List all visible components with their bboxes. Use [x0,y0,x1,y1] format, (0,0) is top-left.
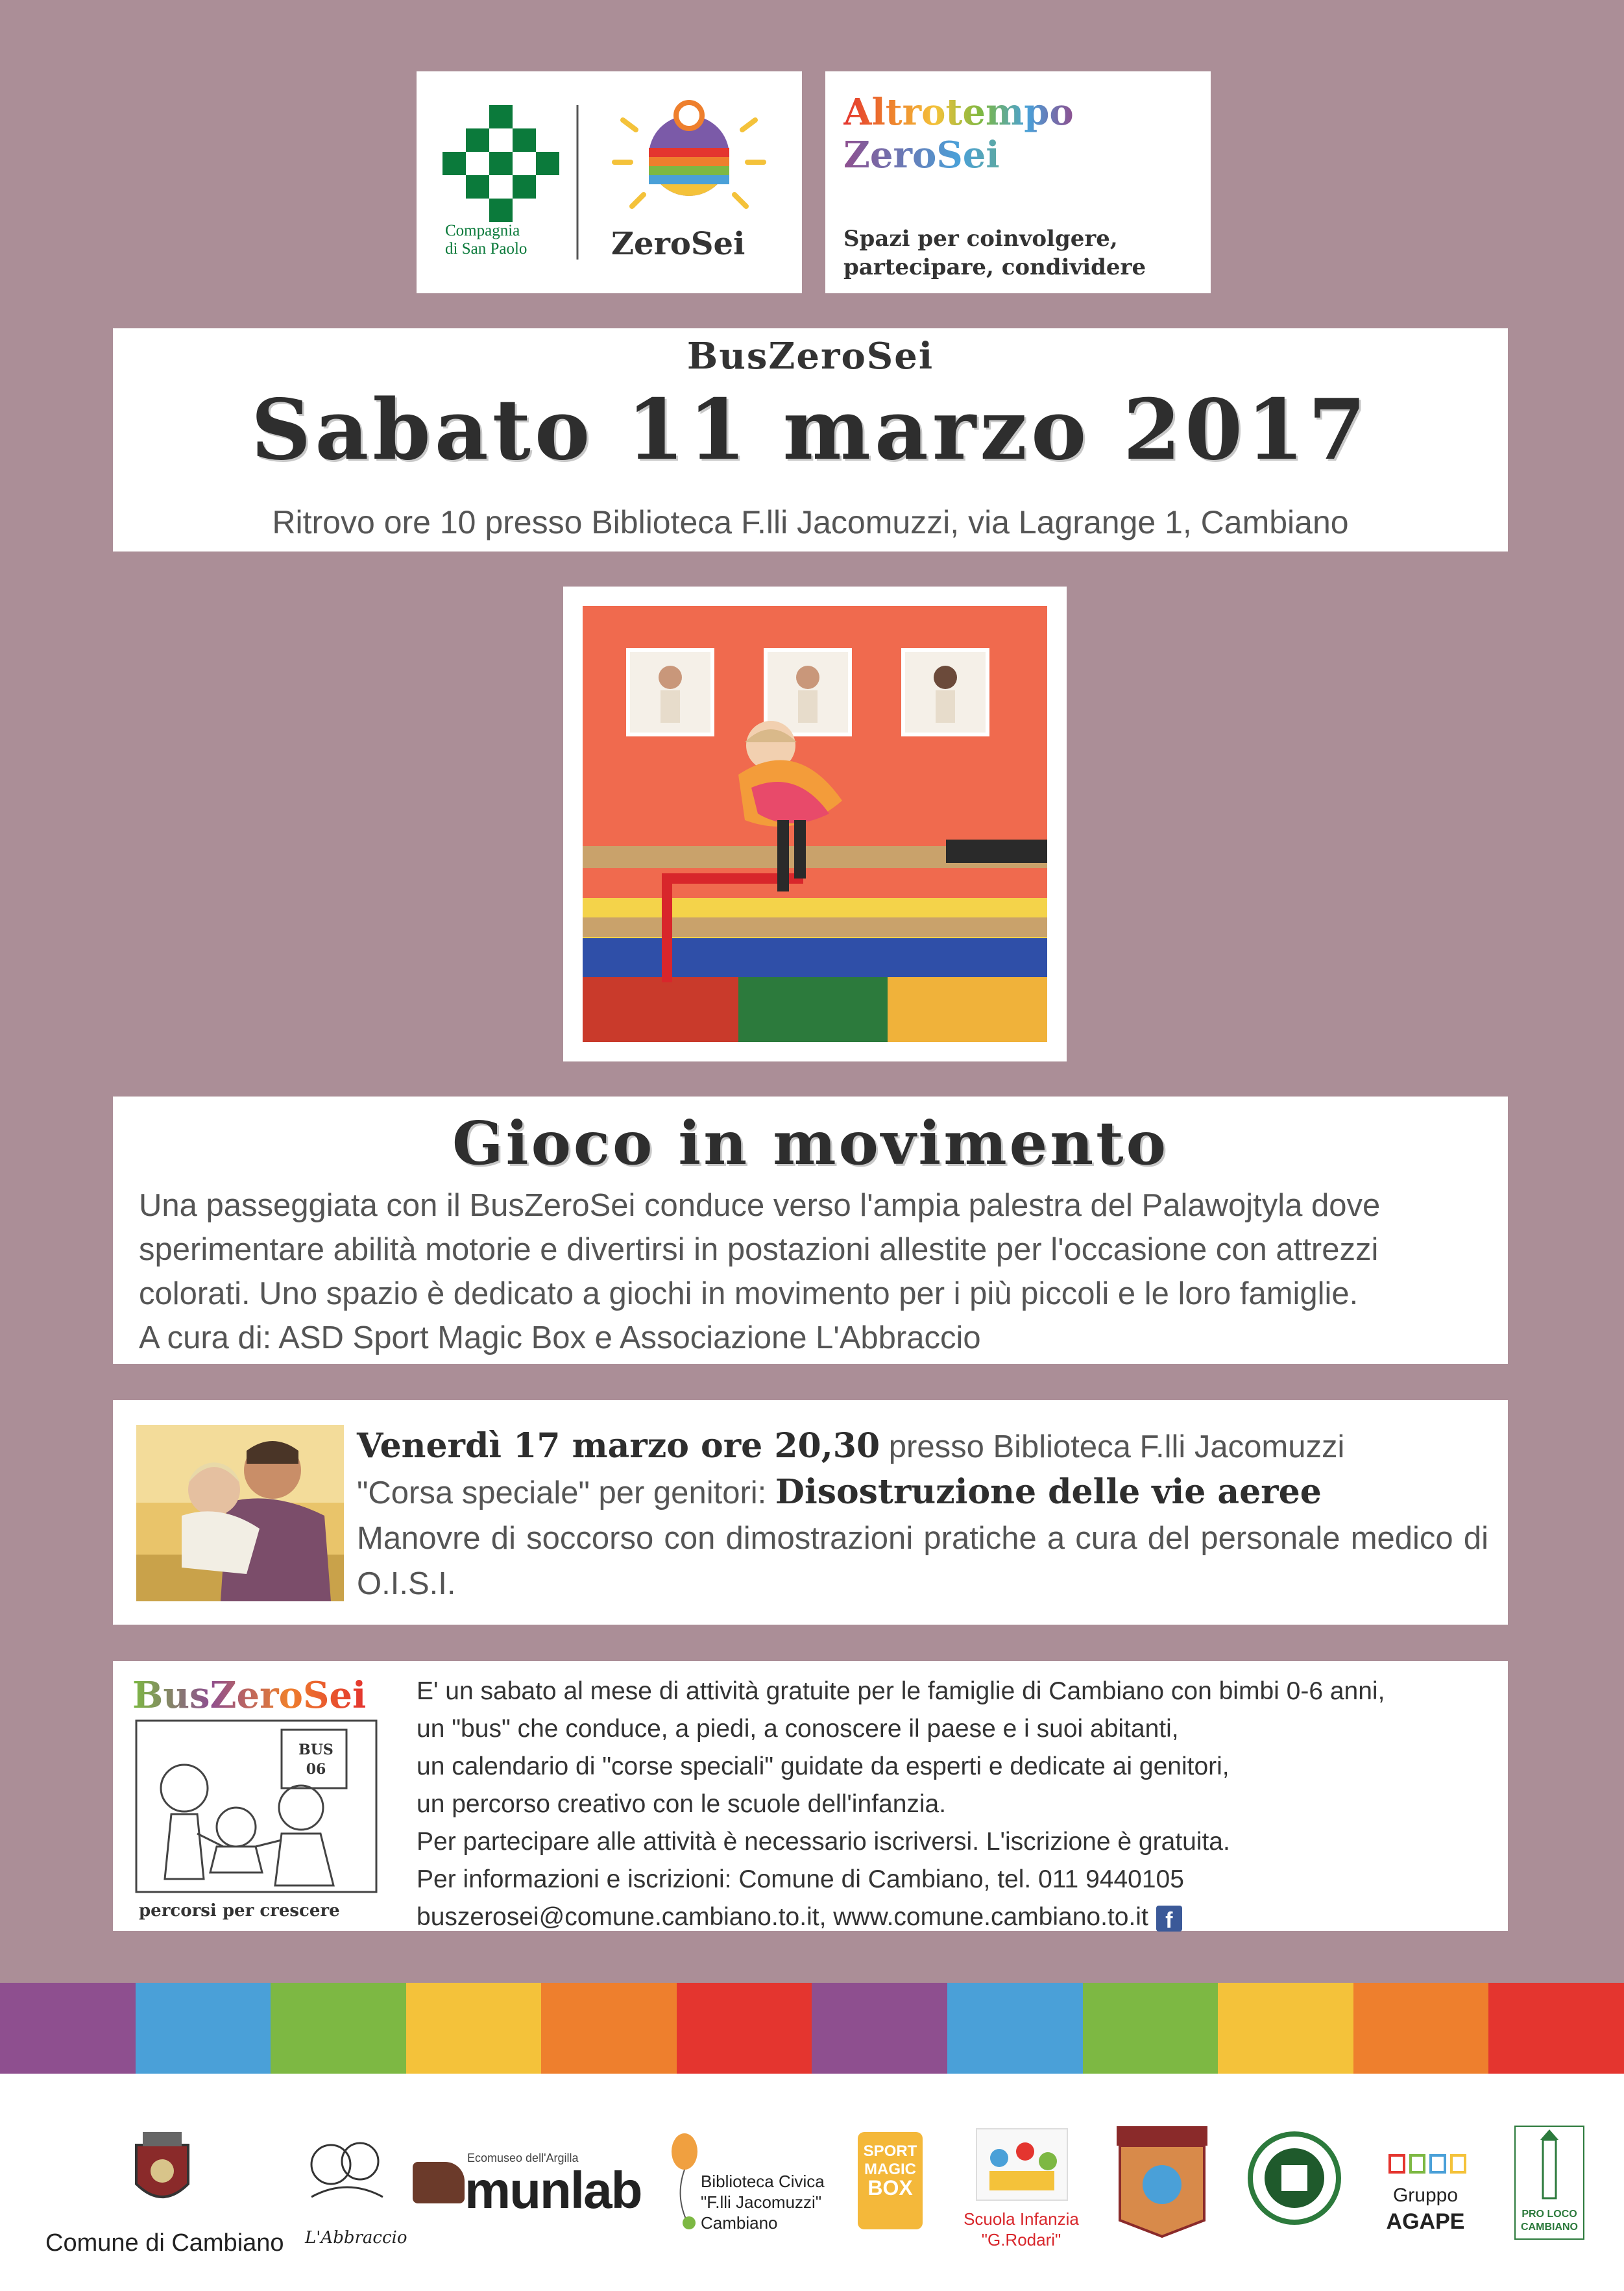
bus-label-line1: BUS [298,1741,333,1758]
tagline-line2: partecipare, condividere [843,254,1146,280]
altrotempo-logo [825,71,1211,293]
bus-label-line2: 06 [306,1761,326,1778]
band-stripe [1218,1983,1353,2074]
band-stripe [136,1983,271,2074]
rainbow-band [0,1983,1624,2074]
event-header [113,328,1508,552]
band-stripe [1083,1983,1218,2074]
parent-hugging-child-photo [136,1425,344,1601]
sponsor-footer [0,2074,1624,2291]
buszerosei-logo [132,1674,385,1921]
info-line: un percorso creativo con le scuole dell'infanzia. [417,1790,947,1818]
sponsor-comune: Comune di Cambiano [45,2229,284,2257]
band-stripe [406,1983,542,2074]
sport-magic-box-logo [858,2132,923,2229]
magic-line3: BOX [867,2176,913,2200]
altrotempo-line2: ZeroSei [843,134,1074,176]
cambiano-crest-icon [117,2126,208,2216]
munlab-icon [413,2162,465,2203]
magic-line1: SPORT [863,2142,917,2160]
sponsor-scuola-line2: "G.Rodari" [981,2230,1061,2249]
tagline-line1: Spazi per coinvolgere, [843,226,1118,252]
gymnastics-photo-frame [563,587,1067,1061]
activity-line: colorati. Uno spazio è dedicato a giochi in movimento per i più piccoli e le loro famiglie. [139,1276,1359,1311]
pro-loco-logo [1514,2126,1584,2240]
band-stripe [271,1983,406,2074]
magic-line2: MAGIC [864,2161,916,2178]
tower-icon [1516,2127,1583,2205]
info-line: un "bus" che conduce, a piedi, a conoscere il paese e i suoi abitanti, [417,1715,1179,1743]
sponsor-munlab: munlab [465,2161,642,2219]
compagnia-line2: di San Paolo [445,240,527,258]
band-stripe [0,1983,136,2074]
facebook-icon[interactable]: f [1156,1906,1182,1932]
band-stripe [541,1983,677,2074]
activity-description [139,1183,1482,1360]
activity-line: sperimentare abilità motorie e divertirsi in postazioni allestite per l'occasione con attrezzi [139,1232,1379,1267]
compagnia-line1: Compagnia [445,222,520,239]
sponsor-biblioteca-line3: Cambiano [701,2213,778,2233]
sponsor-agape-line1: Gruppo [1392,2185,1459,2206]
scuola-drawing [973,2126,1071,2203]
family-drawing [132,1717,385,1898]
band-stripe [1488,1983,1624,2074]
special-event-location: presso Biblioteca F.lli Jacomuzzi [880,1429,1345,1464]
info-text [417,1673,1488,1936]
activity-line: Una passeggiata con il BusZeroSei conduce verso l'ampia palestra del Palawojtyla dove [139,1188,1381,1223]
band-stripe [812,1983,947,2074]
sponsor-proloco-line2: CAMBIANO [1521,2222,1578,2233]
sponsor-scuola-line1: Scuola Infanzia [963,2209,1079,2229]
activity-line: A cura di: ASD Sport Magic Box e Associazione L'Abbraccio [139,1320,981,1355]
special-event-date: Venerdì 17 marzo ore 20,30 [357,1426,880,1466]
sponsor-biblioteca-line1: Biblioteca Civica [701,2172,825,2191]
zerosei-logo-text: ZeroSei [611,226,745,262]
sponsor-proloco-line1: PRO LOCO [1521,2209,1577,2220]
special-event-text [357,1424,1488,1606]
band-stripe [1353,1983,1489,2074]
banner-badge-icon [1113,2123,1211,2240]
meeting-place: Ritrovo ore 10 presso Biblioteca F.lli Jacomuzzi, via Lagrange 1, Cambiano [272,504,1349,540]
sponsor-agape-line2: AGAPE [1386,2209,1465,2234]
sponsor-abbraccio: L'Abbraccio [305,2228,407,2248]
circolo-fotografico-logo [1246,2129,1343,2227]
special-event-corsa: "Corsa speciale" per genitori: [357,1475,775,1510]
band-stripe [947,1983,1083,2074]
buszerosei-logo-caption: percorsi per crescere [139,1901,340,1921]
abbraccio-logo [298,2126,396,2223]
sponsor-munlab-small: Ecomuseo dell'Argilla [467,2152,579,2164]
altrotempo-line1: Altrotempo [843,91,1074,134]
agape-icon [1388,2154,1466,2174]
header-subtitle: BusZeroSei [686,335,934,378]
info-line: E' un sabato al mese di attività gratuite per le famiglie di Cambiano con bimbi 0-6 anni, [417,1677,1385,1705]
info-line: un calendario di "corse speciali" guidate da esperti e dedicate ai genitori, [417,1752,1230,1780]
event-date: Sabato 11 marzo 2017 [250,382,1370,479]
activity-section [113,1097,1508,1364]
info-line: Per informazioni e iscrizioni: Comune di Cambiano, tel. 011 9440105 [417,1865,1184,1893]
info-section [113,1661,1508,1931]
special-event-description: Manovre di soccorso con dimostrazioni pratiche a cura del personale medico di O.I.S.I. [357,1521,1488,1601]
child-on-balance-beam-photo [583,606,1047,1042]
special-event-topic: Disostruzione delle vie aeree [775,1472,1322,1512]
sponsor-biblioteca-line2: "F.lli Jacomuzzi" [701,2192,822,2212]
buszerosei-logo-title: BusZeroSei [132,1674,367,1717]
band-stripe [677,1983,812,2074]
contact-email-link[interactable]: buszerosei@comune.cambiano.to.it, www.comune.cambiano.to.it [417,1903,1148,1931]
special-event-section [113,1400,1508,1625]
info-line: Per partecipare alle attività è necessario iscriversi. L'iscrizione è gratuita. [417,1828,1230,1856]
activity-title: Gioco in movimento [452,1108,1169,1178]
compagnia-zerosei-logo [417,71,802,293]
